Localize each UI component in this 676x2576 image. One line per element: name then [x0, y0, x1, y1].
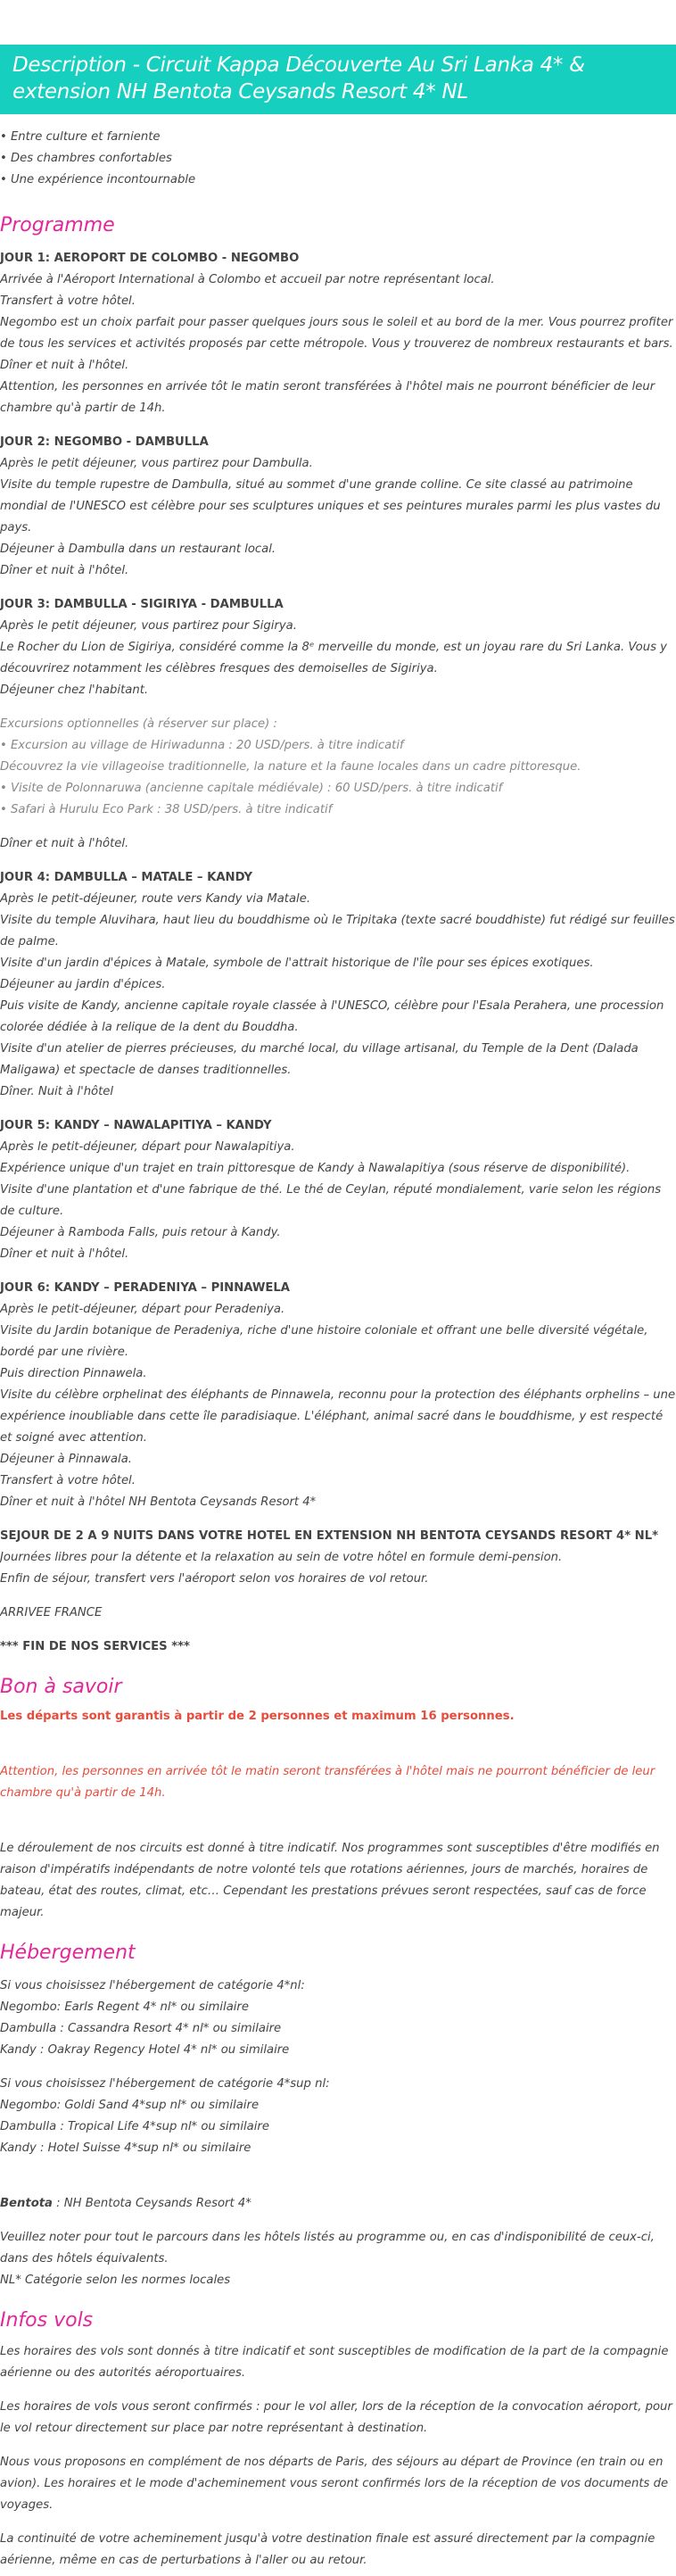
bon-a-savoir-heading: Bon à savoir [0, 1676, 122, 1698]
day-1 [0, 248, 676, 419]
day-line: Arrivée à l'Aéroport International à Colombo et accueil par notre représentant local. [0, 273, 495, 286]
flight-info-paragraph: Les horaires de vols vous seront confirmés : pour le vol aller, lors de la réception de la convocation aéroport, pour le vol retour directement sur place par notre représentant à destination. [0, 2400, 672, 2435]
day-line: Après le petit-déjeuner, route vers Kandy via Matale. [0, 892, 311, 906]
day-line: Visite d'un atelier de pierres précieuses, du marché local, du village artisanal, du Temple de la Dent (Dalada Maligawa) et spectacle de danses traditionnelles. [0, 1042, 639, 1077]
day-line: Attention, les personnes en arrivée tôt le matin seront transférées à l'hôtel mais ne pourront bénéficier de leur chambre qu'à partir de 14h. [0, 380, 655, 415]
day-line: Dîner et nuit à l'hôtel. [0, 837, 129, 850]
day-line: Visite du Jardin botanique de Peradeniya, riche d'une histoire coloniale et offrant une belle diversité végétale, bordé par une rivière. [0, 1324, 648, 1359]
day-title: JOUR 1: AEROPORT DE COLOMBO - NEGOMBO [0, 252, 300, 265]
day-line: Déjeuner à Dambulla dans un restaurant local. [0, 543, 276, 556]
arrival-text: ARRIVEE FRANCE [0, 1606, 103, 1619]
itinerary-disclaimer: Le déroulement de nos circuits est donné à titre indicatif. Nos programmes sont susceptibles d'être modifiés en raison d'impératifs indépendants de notre volonté tels que rotations aériennes, jours de marchés, horaires de bateau, état des routes, climat, etc… Cependant les prestations prévues seront respectées, sauf cas de force majeur. [0, 1842, 660, 1919]
departures-guarantee: Les départs sont garantis à partir de 2 personnes et maximum 16 personnes. [0, 1710, 515, 1723]
content [0, 127, 676, 2572]
title-banner [0, 45, 676, 114]
day-title: JOUR 6: KANDY – PERADENIYA – PINNAWELA [0, 1281, 291, 1295]
extension-title: SEJOUR DE 2 A 9 NUITS DANS VOTRE HOTEL EN EXTENSION NH BENTOTA CEYSANDS RESORT 4* NL* [0, 1529, 659, 1543]
page-title: Description - Circuit Kappa Découverte Au Sri Lanka 4* & extension NH Bentota Ceysands Resort 4* NL [12, 54, 585, 104]
day-line: Après le petit-déjeuner, départ pour Peradeniya. [0, 1303, 285, 1316]
end-services-text: *** FIN DE NOS SERVICES *** [0, 1640, 190, 1653]
day-line: Visite du célèbre orphelinat des éléphants de Pinnawela, reconnu pour la protection des éléphants orphelins – une expérience inoubliable dans cette île paradisiaque. L'éléphant, animal sacré dans le bouddhisme, y est respecté et soigné avec attention. [0, 1388, 676, 1445]
day-line: Le Rocher du Lion de Sigiriya, considéré comme la 8ᵉ merveille du monde, est un joyau rare du Sri Lanka. Vous y découvrirez notamment les célèbres fresques des demoiselles de Sigiriya. [0, 641, 667, 675]
bentota-hotel [0, 2193, 676, 2215]
extension-line: Journées libres pour la détente et la relaxation au sein de votre hôtel en formule demi-pension. [0, 1551, 563, 1564]
day-line: Expérience unique d'un trajet en train pittoresque de Kandy à Nawalapitiya (sous réserve de disponibilité). [0, 1162, 631, 1175]
hotel-note: Veuillez noter pour tout le parcours dans les hôtels listés au programme ou, en cas d'indisponibilité de ceux-ci, dans des hôtels équivalents. [0, 2231, 655, 2265]
hotel-line: Kandy : Hotel Suisse 4*sup nl* ou similaire [0, 2141, 251, 2155]
programme-heading: Programme [0, 214, 115, 236]
flight-info-paragraph: Nous vous proposons en complément de nos départs de Paris, des séjours au départ de Province (en train ou en avion). Les horaires et le mode d'acheminement vous seront confirmés lors de la réception de vos documents de voyages. [0, 2456, 669, 2512]
day-line: Visite d'une plantation et d'une fabrique de thé. Le thé de Ceylan, réputé mondialement, varie selon les régions de culture. [0, 1183, 662, 1218]
day-title: JOUR 3: DAMBULLA - SIGIRIYA - DAMBULLA [0, 598, 284, 611]
day-6 [0, 1278, 676, 1513]
day-3 [0, 594, 676, 855]
hotel-line: Negombo: Earls Regent 4* nl* ou similaire [0, 2000, 249, 2014]
end-of-services [0, 1636, 676, 1658]
extension-line: Enfin de séjour, transfert vers l'aéroport selon vos horaires de vol retour. [0, 1572, 429, 1586]
day-title: JOUR 2: NEGOMBO - DAMBULLA [0, 435, 209, 449]
day-line: Déjeuner au jardin d'épices. [0, 978, 166, 991]
day-line: Puis visite de Kandy, ancienne capitale royale classée à l'UNESCO, célèbre pour l'Esala Perahera, une procession colorée dédiée à la relique de la dent du Bouddha. [0, 999, 664, 1034]
day-line: Visite du temple rupestre de Dambulla, situé au sommet d'une grande colline. Ce site classé au patrimoine mondial de l'UNESCO est célèbre pour ses sculptures uniques et ses peintures murales parmi les plus vastes du pays. [0, 478, 661, 534]
excursions-title: Excursions optionnelles (à réserver sur place) : [0, 717, 277, 731]
flight-info-paragraph: Les horaires des vols sont donnés à titre indicatif et sont susceptibles de modification de la part de la compagnie aérienne ou des autorités aéroportuaires. [0, 2345, 669, 2380]
category-4-title: Si vous choisissez l'hébergement de catégorie 4*nl: [0, 1979, 305, 1992]
day-line: Visite du temple Aluvihara, haut lieu du bouddhisme où le Tripitaka (texte sacré bouddhiste) fut rédigé sur feuilles de palme. [0, 914, 675, 948]
day-line: Déjeuner à Ramboda Falls, puis retour à Kandy. [0, 1226, 281, 1239]
bentota-label: Bentota [0, 2197, 53, 2210]
day-line: Après le petit déjeuner, vous partirez pour Sigirya. [0, 619, 297, 633]
hotel-line: Kandy : Oakray Regency Hotel 4* nl* ou similaire [0, 2043, 290, 2057]
day-line: Transfert à votre hôtel. [0, 1474, 136, 1487]
day-line: Visite d'un jardin d'épices à Matale, symbole de l'attrait historique de l'île pour ses épices exotiques. [0, 957, 594, 970]
day-title: JOUR 5: KANDY – NAWALAPITIYA – KANDY [0, 1119, 272, 1132]
highlight-item: • Des chambres confortables [0, 152, 172, 165]
extension-stay [0, 1526, 676, 1590]
day-line: Negombo est un choix parfait pour passer quelques jours sous le soleil et au bord de la mer. Vous pourrez profiter de tous les services et activités proposés par cette métropole. Vous y trouverez de nombreux restaurants et bars. [0, 316, 673, 351]
hotel-line: Dambulla : Cassandra Resort 4* nl* ou similaire [0, 2022, 282, 2035]
day-line: Transfert à votre hôtel. [0, 294, 136, 308]
day-title: JOUR 4: DAMBULLA – MATALE – KANDY [0, 871, 253, 884]
day-5 [0, 1115, 676, 1265]
day-line: Puis direction Pinnawela. [0, 1367, 147, 1380]
infos-vols-heading: Infos vols [0, 2309, 94, 2332]
excursion-item: • Safari à Hurulu Eco Park : 38 USD/pers. à titre indicatif [0, 803, 333, 816]
excursion-note: Découvrez la vie villageoise traditionnelle, la nature et la faune locales dans un cadre pittoresque. [0, 760, 581, 774]
day-line: Déjeuner à Pinnawala. [0, 1453, 132, 1466]
highlights-list [0, 127, 676, 191]
day-line: Dîner et nuit à l'hôtel. [0, 564, 129, 577]
day-line: Dîner et nuit à l'hôtel NH Bentota Ceysands Resort 4* [0, 1495, 317, 1509]
bentota-value: : NH Bentota Ceysands Resort 4* [52, 2197, 251, 2210]
flight-info-paragraph: La continuité de votre acheminement jusqu'à votre destination finale est assuré directement par la compagnie aérienne, même en cas de perturbations à l'aller ou au retour. [0, 2532, 655, 2567]
hotel-line: Negombo: Goldi Sand 4*sup nl* ou similaire [0, 2099, 260, 2112]
day-line: Dîner et nuit à l'hôtel. [0, 1247, 129, 1261]
day-line: Après le petit déjeuner, vous partirez pour Dambulla. [0, 457, 313, 470]
day-line: Déjeuner chez l'habitant. [0, 683, 149, 697]
category-4sup-title: Si vous choisissez l'hébergement de catégorie 4*sup nl: [0, 2077, 330, 2091]
excursion-item: • Visite de Polonnaruwa (ancienne capitale médiévale) : 60 USD/pers. à titre indicatif [0, 782, 503, 795]
day-4 [0, 867, 676, 1103]
day-2 [0, 432, 676, 582]
day-line: Dîner. Nuit à l'hôtel [0, 1085, 114, 1098]
highlight-item: • Entre culture et farniente [0, 130, 161, 144]
arrival [0, 1603, 676, 1624]
hebergement-heading: Hébergement [0, 1942, 136, 1964]
day-line: Après le petit-déjeuner, départ pour Nawalapitiya. [0, 1140, 295, 1154]
excursion-item: • Excursion au village de Hiriwadunna : 20 USD/pers. à titre indicatif [0, 739, 404, 752]
early-arrival-warning: Attention, les personnes en arrivée tôt le matin seront transférées à l'hôtel mais ne pourront bénéficier de leur chambre qu'à partir de 14h. [0, 1765, 655, 1800]
hotel-note: NL* Catégorie selon les normes locales [0, 2274, 231, 2287]
highlight-item: • Une expérience incontournable [0, 173, 196, 186]
hotel-line: Dambulla : Tropical Life 4*sup nl* ou similaire [0, 2120, 269, 2133]
day-line: Dîner et nuit à l'hôtel. [0, 359, 129, 372]
